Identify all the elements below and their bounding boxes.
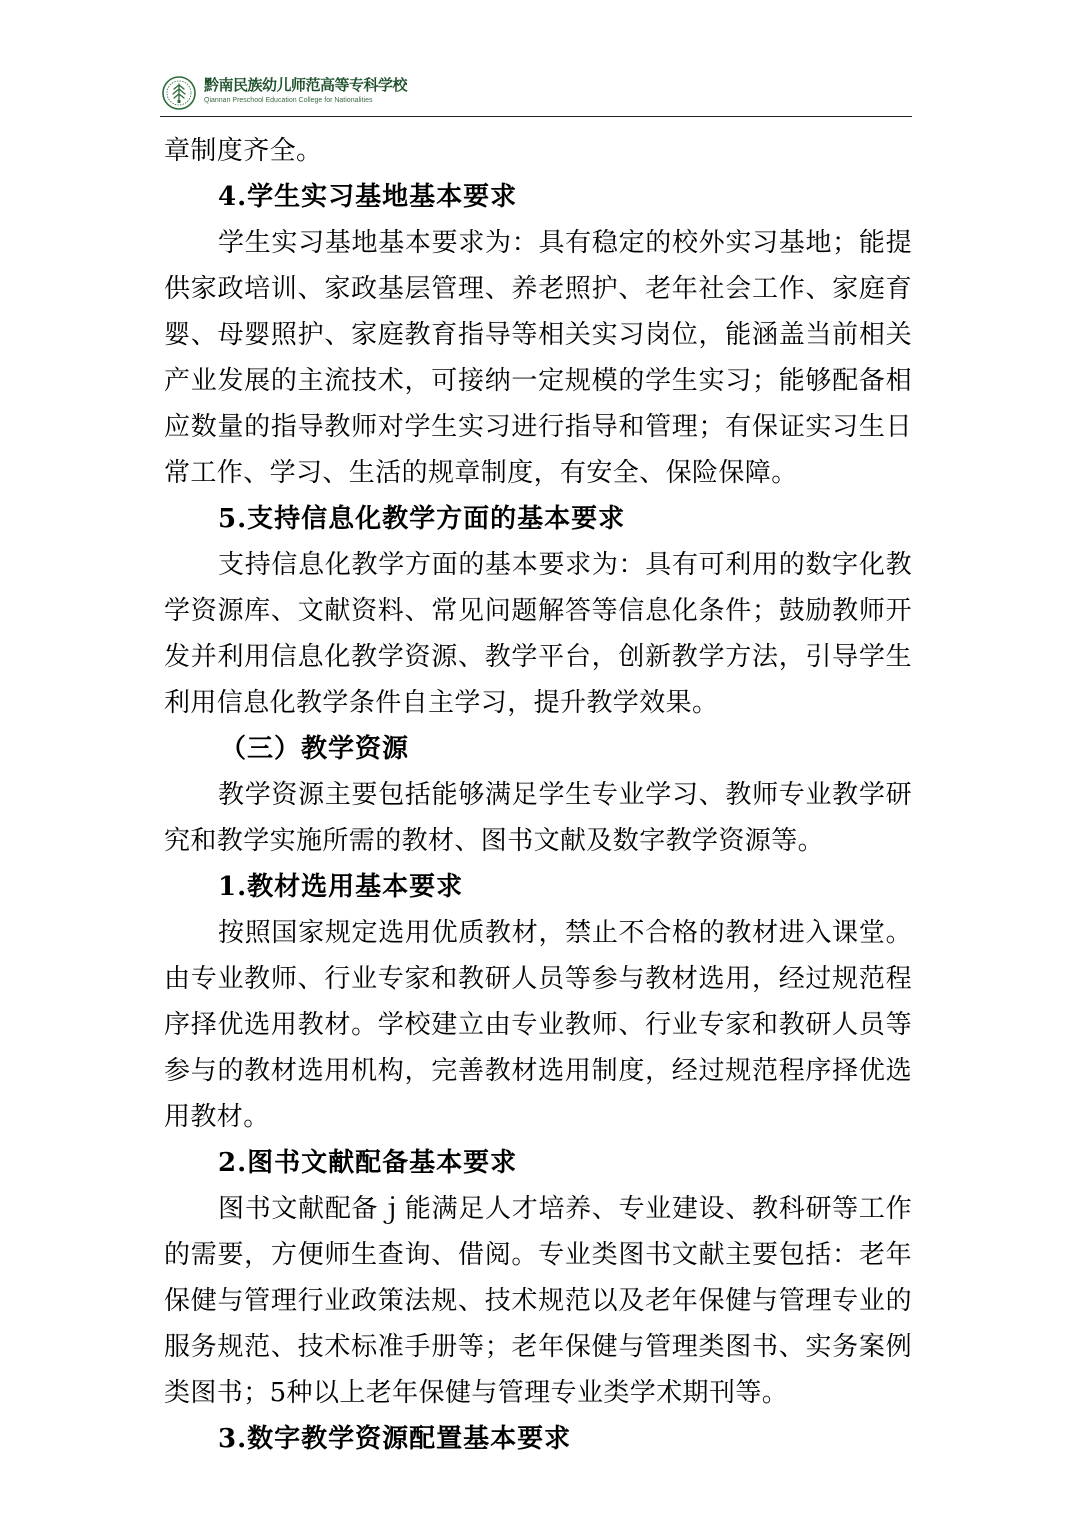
section-heading: 4.学生实习基地基本要求 — [218, 182, 518, 212]
paragraph-last-line: 类图书；5种以上老年保健与管理专业类学术期刊等。 — [164, 1378, 789, 1408]
header-divider — [160, 116, 912, 117]
school-name-en: Qiannan Preschool Education College for Nationalities — [204, 97, 373, 104]
text-line: 发并利用信息化教学资源、教学平台，创新教学方法，引导学生 — [164, 642, 912, 672]
text-line: 序择优选用教材。学校建立由专业教师、行业专家和教研人员等 — [164, 1010, 912, 1040]
body-text — [164, 128, 912, 1462]
paragraph-first-line: 教学资源主要包括能够满足学生专业学习、教师专业教学研 — [218, 780, 912, 810]
text-line: 参与的教材选用机构，完善教材选用制度，经过规范程序择优选 — [164, 1056, 912, 1086]
section-heading: 1.教材选用基本要求 — [218, 872, 464, 902]
text-line: 应数量的指导教师对学生实习进行指导和管理；有保证实习生日 — [164, 412, 912, 442]
paragraph-last-line: 究和教学实施所需的教材、图书文献及数字教学资源等。 — [164, 826, 825, 856]
paragraph-first-line: 图书文献配备ｊ能满足人才培养、专业建设、教科研等工作 — [218, 1194, 912, 1224]
text-line: 产业发展的主流技术，可接纳一定规模的学生实习；能够配备相 — [164, 366, 912, 396]
school-emblem-icon — [162, 76, 196, 110]
paragraph-first-line: 支持信息化教学方面的基本要求为：具有可利用的数字化教 — [218, 550, 912, 580]
text-line: 婴、母婴照护、家庭教育指导等相关实习岗位，能涵盖当前相关 — [164, 320, 912, 350]
text-line: 学资源库、文献资料、常见问题解答等信息化条件；鼓励教师开 — [164, 596, 912, 626]
text-line: 服务规范、技术标准手册等；老年保健与管理类图书、实务案例 — [164, 1332, 912, 1362]
paragraph-last-line: 利用信息化教学条件自主学习，提升教学效果。 — [164, 688, 719, 718]
text-line: 由专业教师、行业专家和教研人员等参与教材选用，经过规范程 — [164, 964, 912, 994]
chapter-subheading: （三）教学资源 — [220, 734, 410, 764]
page-header — [160, 66, 912, 116]
paragraph-last-line: 常工作、学习、生活的规章制度，有安全、保险保障。 — [164, 458, 798, 488]
text-line: 的需要，方便师生查询、借阅。专业类图书文献主要包括：老年 — [164, 1240, 912, 1270]
paragraph-last-line: 章制度齐全。 — [164, 136, 323, 166]
school-name-zh: 黔南民族幼儿师范高等专科学校 — [204, 76, 408, 94]
section-heading: 5.支持信息化教学方面的基本要求 — [218, 504, 626, 534]
paragraph-first-line: 按照国家规定选用优质教材，禁止不合格的教材进入课堂。 — [218, 918, 912, 948]
section-heading: 3.数字教学资源配置基本要求 — [218, 1424, 572, 1454]
section-heading: 2.图书文献配备基本要求 — [218, 1148, 518, 1178]
text-line: 供家政培训、家政基层管理、养老照护、老年社会工作、家庭育 — [164, 274, 912, 304]
paragraph-last-line: 用教材。 — [164, 1102, 270, 1132]
text-line: 保健与管理行业政策法规、技术规范以及老年保健与管理专业的 — [164, 1286, 912, 1316]
paragraph-first-line: 学生实习基地基本要求为：具有稳定的校外实习基地；能提 — [218, 228, 912, 258]
